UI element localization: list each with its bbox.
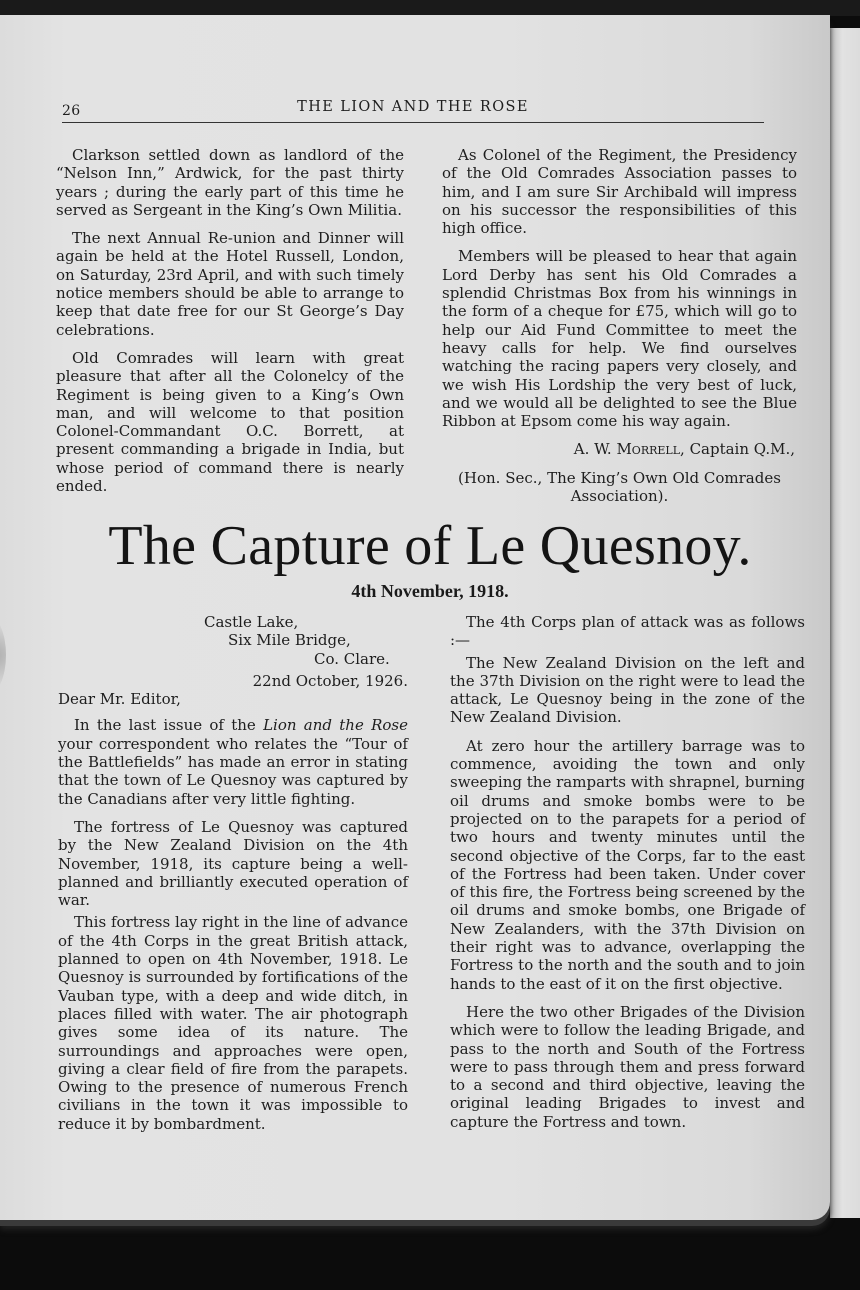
letter-column (58, 613, 408, 1143)
magazine-page (0, 15, 830, 1220)
page-binding-shadow (0, 615, 6, 695)
paragraph: The fortress of Le Quesnoy was captured by the New Zealand Division on the 4th November, 1918, its capture being a well-planned and brilliantly executed operation of war. (58, 817, 408, 910)
page-header (62, 95, 764, 123)
paragraph: The 4th Corps plan of attack was as follows :— (450, 613, 805, 650)
paragraph: Here the two other Brigades of the Division which were to follow the leading Brigade, and pass to the north and South of the Fortress were to pass through them and press forward to a second and third objective, leaving the original leading Brigades to invest and capture the Fortress and town. (450, 1002, 805, 1131)
address-line: Castle Lake, (204, 613, 299, 631)
paragraph: At zero hour the artillery barrage was to commence, avoiding the town and only sweeping the ramparts with shrapnel, burning oil drums and smoke bombs were to be projected on to the parapets for a period of two hours and twenty minutes until the second objective of the Corps, far to the east of the Fortress had been taken. Under cover of this fire, the Fortress being screened by the oil drums and smoke bombs, one Brigade of New Zealanders, with the 37th Division on their right was to advance, overlapping the Fortress to the north and the south and to join hands to the east of it on the first objective. (450, 736, 805, 993)
text: your correspondent who relates the “Tour of the Battlefields” has made an error in stating that the town of Le Quesnoy was captured by the Canadians after very little fighting. (58, 734, 408, 808)
paragraph: Members will be pleased to hear that again Lord Derby has sent his Old Comrades a splendid Christmas Box from his winnings in the form of a cheque for £75, which will go to help our Aid Fund Committee to meet the heavy calls for help. We find ourselves watching the racing papers very closely, and we wish His Lordship the very best of luck, and we would all be delighted to see the Blue Ribbon at Epsom come his way again. (442, 247, 797, 431)
letter-date: 22nd October, 1926. (252, 671, 408, 690)
top-left-column (56, 146, 404, 505)
signature-rank: , Captain Q.M., (680, 440, 795, 459)
address-line: Six Mile Bridge, (228, 631, 351, 650)
article-right-column (450, 613, 805, 1141)
page-number: 26 (62, 103, 81, 119)
running-head: THE LION AND THE ROSE (297, 99, 529, 115)
publication-title: Lion and the Rose (263, 716, 408, 735)
text: In the last issue of the (74, 716, 264, 735)
top-right-column (442, 146, 797, 505)
signature-name: A. W. Morrell (573, 440, 681, 459)
article-title: The Capture of Le Quesnoy. (108, 515, 752, 577)
signature-affiliation: Association). (570, 487, 669, 506)
paragraph: The New Zealand Division on the left and the 37th Division on the right were to lead the attack, Le Quesnoy being in the zone of the New Zealand Division. (450, 653, 805, 727)
salutation: Dear Mr. Editor, (58, 690, 181, 709)
scan-background-top (0, 0, 860, 16)
article-subtitle: 4th November, 1918. (351, 581, 509, 601)
paragraph: Old Comrades will learn with great pleasure that after all the Colonelcy of the Regiment is being given to a King’s Own man, and will welcome to that position Colonel-Commandant O.C. Borrett, at present commanding a brigade in India, but whose period of command there is nearly ended. (56, 348, 404, 496)
paragraph: Clarkson settled down as landlord of the “Nelson Inn,” Ardwick, for the past thirty years ; during the early part of this time he served as Sergeant in the King’s Own Militia. (56, 146, 404, 219)
signature (442, 440, 797, 458)
next-page-edge (830, 28, 860, 1218)
signature-affiliation: (Hon. Sec., The King’s Own Old Comrades (458, 468, 781, 487)
address-line: Co. Clare. (314, 649, 390, 668)
paragraph: This fortress lay right in the line of advance of the 4th Corps in the great British attack, planned to open on 4th November, 1918. Le Quesnoy is surrounded by fortifications of the Vauban type, with a deep and wide ditch, in places filled with water. The air photograph gives some idea of its nature. The surroundings and approaches were open, giving a clear field of fire from the parapets. Owing to the presence of numerous French civilians in the town it was impossible to reduce it by bombardment. (58, 913, 408, 1133)
paragraph: As Colonel of the Regiment, the Presidency of the Old Comrades Association passes to him, and I am sure Sir Archibald will impress on his successor the responsibilities of this high office. (442, 146, 797, 238)
paragraph: The next Annual Re-union and Dinner will again be held at the Hotel Russell, London, on Saturday, 23rd April, and with such timely notice members should be able to arrange to keep that date free for our St George’s Day celebrations. (56, 229, 404, 339)
paragraph (58, 716, 408, 807)
